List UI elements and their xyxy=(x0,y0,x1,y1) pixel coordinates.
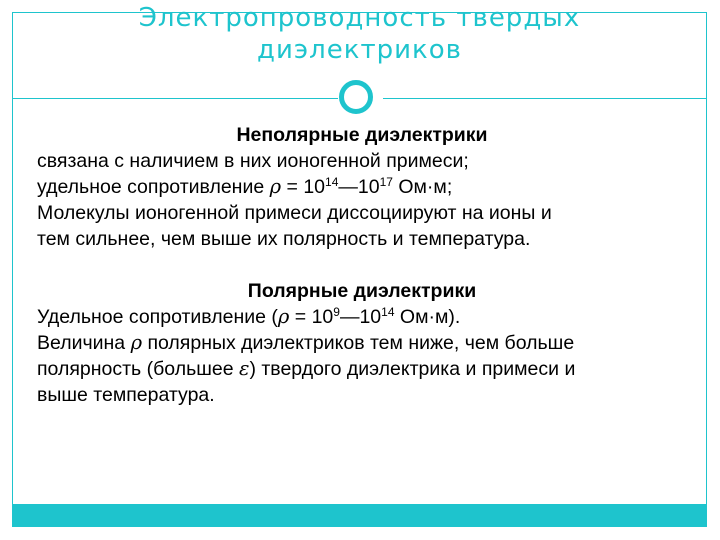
title-line-2: диэлектриков xyxy=(257,35,462,65)
polar-line-3-start: полярность (большее xyxy=(37,358,239,380)
polar-line-3-end: ) твердого диэлектрика и примеси и xyxy=(249,358,576,380)
divider-right xyxy=(383,98,707,99)
polar-line-3 xyxy=(37,356,687,382)
rho-symbol: ρ xyxy=(130,331,143,354)
polar-resistivity-label: Удельное сопротивление ( xyxy=(37,306,278,328)
resistivity-base-2: —10 xyxy=(339,306,382,328)
polar-line-2-start: Величина xyxy=(37,332,131,354)
nonpolar-heading: Неполярные диэлектрики xyxy=(236,124,488,146)
rho-symbol: ρ xyxy=(277,305,290,328)
footer-bar xyxy=(12,504,707,527)
polar-line-4: выше температура. xyxy=(37,384,215,406)
section-spacer xyxy=(37,252,687,278)
resistivity-unit: Ом·м). xyxy=(394,306,461,328)
polar-line-2 xyxy=(37,330,687,356)
nonpolar-line-4: тем сильнее, чем выше их полярность и температура. xyxy=(37,228,531,250)
exponent-1: 14 xyxy=(325,175,339,189)
slide-body xyxy=(37,122,687,408)
exponent-2: 17 xyxy=(379,175,393,189)
nonpolar-line-3: Молекулы ионогенной примеси диссоциируют на ионы и xyxy=(37,202,552,224)
exponent-2: 14 xyxy=(381,305,395,319)
resistivity-base-2: —10 xyxy=(338,176,380,198)
nonpolar-resistivity-label: удельное сопротивление xyxy=(37,176,270,198)
resistivity-unit: Ом·м; xyxy=(392,176,453,198)
resistivity-base-1: = 10 xyxy=(281,176,326,198)
polar-line-2-end: полярных диэлектриков тем ниже, чем больше xyxy=(142,332,575,354)
divider-circle-ornament xyxy=(339,80,373,114)
rho-symbol: ρ xyxy=(269,175,282,198)
nonpolar-line-2 xyxy=(37,174,687,200)
resistivity-base-1: = 10 xyxy=(289,306,334,328)
nonpolar-line-1: связана с наличием в них ионогенной примеси; xyxy=(37,150,469,172)
polar-line-1 xyxy=(37,304,687,330)
exponent-1: 9 xyxy=(333,305,340,319)
title-line-1: Электропроводность твердых xyxy=(138,3,581,33)
slide-title xyxy=(12,2,707,66)
polar-heading: Полярные диэлектрики xyxy=(247,280,477,302)
divider-left xyxy=(12,98,338,99)
epsilon-symbol: ε xyxy=(239,357,250,380)
